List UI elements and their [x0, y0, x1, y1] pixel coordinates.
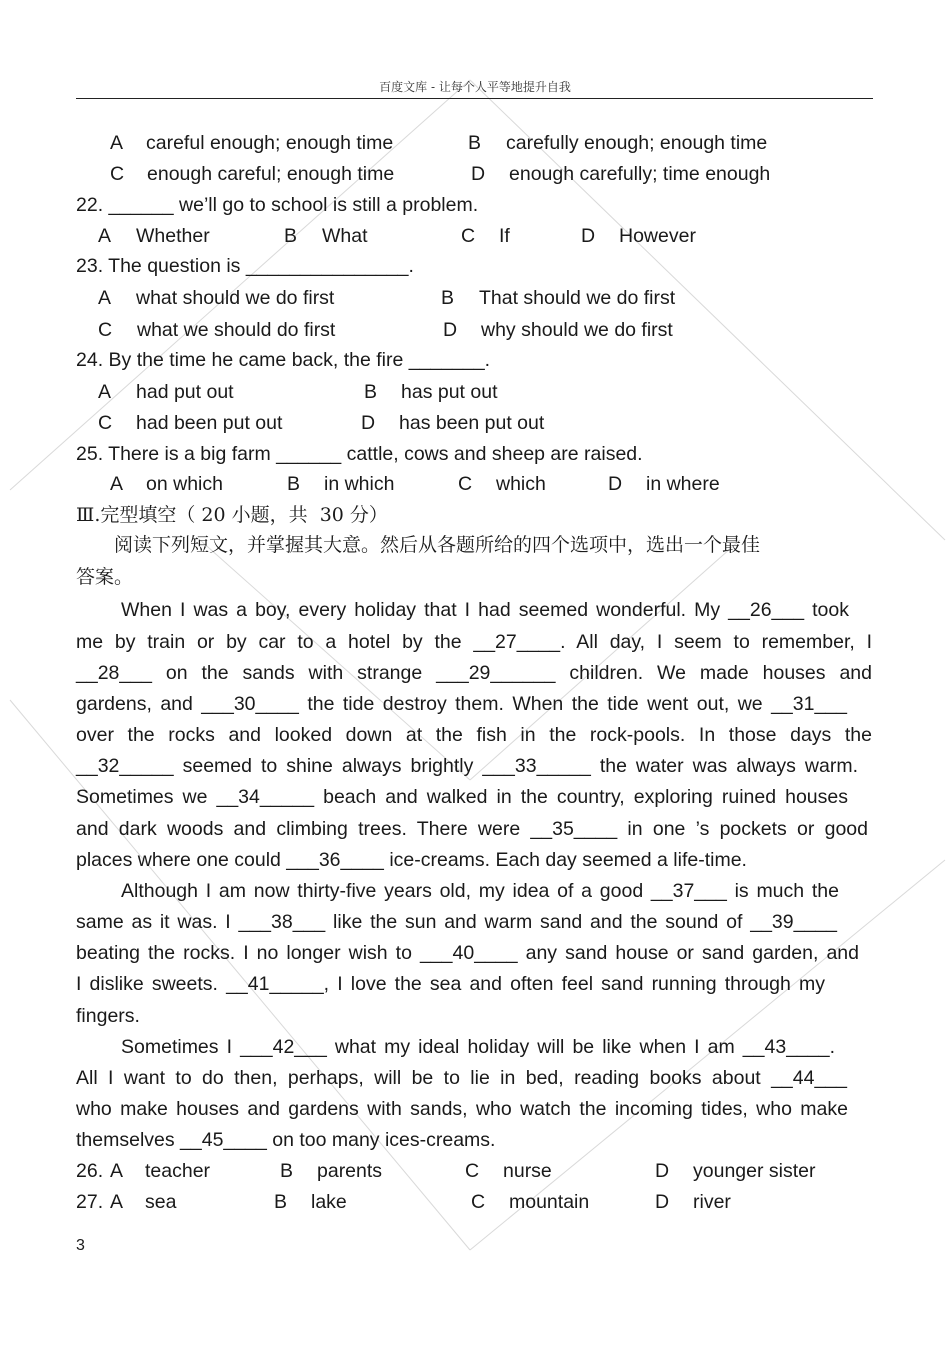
- passage-line: Sometimes I ___42___ what my ideal holiday will be like when I am __43____.: [121, 1036, 835, 1058]
- q24-option-a-letter: A: [98, 381, 112, 403]
- q27-option-c: mountain: [509, 1191, 590, 1213]
- q22-option-a: Whether: [136, 225, 210, 247]
- q21-option-d: enough carefully; time enough: [509, 163, 771, 185]
- q26-option-c-letter: C: [465, 1160, 480, 1182]
- q24-option-b: has put out: [401, 381, 498, 403]
- passage-line: and dark woods and climbing trees. There were __35____ in one ’s pockets or good: [76, 818, 868, 840]
- q22-option-c-letter: C: [461, 225, 476, 247]
- section-instruction-line-2: 答案。: [76, 566, 134, 588]
- q22-option-a-letter: A: [98, 225, 112, 247]
- q24-option-d-letter: D: [361, 412, 376, 434]
- passage-line: When I was a boy, every holiday that I had seemed wonderful. My __26___ took: [121, 599, 849, 621]
- passage-line: fingers.: [76, 1005, 140, 1027]
- q26-option-a-letter: A: [110, 1160, 124, 1182]
- page-number: 3: [76, 1237, 85, 1254]
- passage-line: All I want to do then, perhaps, will be to lie in bed, reading books about __44___: [76, 1067, 847, 1089]
- q24-option-d: has been put out: [399, 412, 545, 434]
- q25-option-c-letter: C: [458, 473, 473, 495]
- q26-option-c: nurse: [503, 1160, 552, 1182]
- q26-option-b: parents: [317, 1160, 383, 1182]
- q21-option-a-letter: A: [110, 132, 124, 154]
- q27-option-b-letter: B: [274, 1191, 288, 1213]
- q25-option-d: in where: [646, 473, 720, 495]
- q26-option-d: younger sister: [693, 1160, 816, 1182]
- section-instruction-line-1: 阅读下列短文，并掌握其大意。然后从各题所给的四个选项中，选出一个最佳: [114, 534, 761, 556]
- q23-option-c: what we should do first: [137, 319, 336, 341]
- q27-option-d: river: [693, 1191, 731, 1213]
- q23-stem: 23. The question is _______________.: [76, 255, 414, 277]
- q24-option-c: had been put out: [136, 412, 283, 434]
- q24-option-a: had put out: [136, 381, 234, 403]
- q26-option-d-letter: D: [655, 1160, 670, 1182]
- q27-number: 27.: [76, 1191, 104, 1213]
- q21-option-a: careful enough; enough time: [146, 132, 394, 154]
- q24-option-b-letter: B: [364, 381, 378, 403]
- q23-option-b-letter: B: [441, 287, 455, 309]
- q27-option-a-letter: A: [110, 1191, 124, 1213]
- q23-option-c-letter: C: [98, 319, 113, 341]
- passage-line: Sometimes we __34_____ beach and walked in the country, exploring ruined houses: [76, 786, 848, 808]
- q22-stem: 22. ______ we’ll go to school is still a problem.: [76, 194, 479, 216]
- passage-line: who make houses and gardens with sands, who watch the incoming tides, who make: [76, 1098, 848, 1120]
- passage-line: I dislike sweets. __41_____, I love the sea and often feel sand running through my: [76, 973, 825, 995]
- q22-option-b: What: [322, 225, 368, 247]
- q24-option-c-letter: C: [98, 412, 113, 434]
- section-title: Ⅲ.完型填空（ 20 小题，共 30 分）: [76, 504, 388, 526]
- passage-line: me by train or by car to a hotel by the __27____. All day, I seem to remember, I: [76, 631, 872, 653]
- q25-option-b: in which: [324, 473, 395, 495]
- passage-line: themselves __45____ on too many ices-creams.: [76, 1129, 496, 1151]
- q21-option-c-letter: C: [110, 163, 125, 185]
- q23-option-b: That should we do first: [479, 287, 676, 309]
- passage-line: __32_____ seemed to shine always brightly ___33_____ the water was always warm.: [76, 755, 858, 777]
- q22-option-d: However: [619, 225, 696, 247]
- q25-option-c: which: [496, 473, 546, 495]
- page-header: 百度文库 - 让每个人平等地提升自我: [379, 80, 571, 94]
- passage-line: __28___ on the sands with strange ___29______ children. We made houses and: [76, 662, 872, 684]
- q21-option-b: carefully enough; enough time: [506, 132, 768, 154]
- q25-option-d-letter: D: [608, 473, 623, 495]
- header-divider: [76, 98, 873, 99]
- q25-stem: 25. There is a big farm ______ cattle, cows and sheep are raised.: [76, 443, 643, 465]
- q23-option-a: what should we do first: [136, 287, 335, 309]
- q27-option-d-letter: D: [655, 1191, 670, 1213]
- q23-option-a-letter: A: [98, 287, 112, 309]
- q26-number: 26.: [76, 1160, 104, 1182]
- passage-line: over the rocks and looked down at the fish in the rock-pools. In those days the: [76, 724, 872, 746]
- q23-option-d: why should we do first: [481, 319, 673, 341]
- q22-option-b-letter: B: [284, 225, 298, 247]
- passage-line: gardens, and ___30____ the tide destroy them. When the tide went out, we __31___: [76, 693, 847, 715]
- q22-option-c: If: [499, 225, 510, 247]
- q27-option-b: lake: [311, 1191, 347, 1213]
- q27-option-a: sea: [145, 1191, 177, 1213]
- q26-option-a: teacher: [145, 1160, 211, 1182]
- q25-option-b-letter: B: [287, 473, 301, 495]
- q23-option-d-letter: D: [443, 319, 458, 341]
- passage-line: beating the rocks. I no longer wish to ___40____ any sand house or sand garden, and: [76, 942, 859, 964]
- q24-stem: 24. By the time he came back, the fire _______.: [76, 349, 491, 371]
- q22-option-d-letter: D: [581, 225, 596, 247]
- q27-option-c-letter: C: [471, 1191, 486, 1213]
- q21-option-c: enough careful; enough time: [147, 163, 395, 185]
- q26-option-b-letter: B: [280, 1160, 294, 1182]
- q21-option-d-letter: D: [471, 163, 486, 185]
- q25-option-a: on which: [146, 473, 223, 495]
- passage-line: Although I am now thirty-five years old, my idea of a good __37___ is much the: [121, 880, 839, 902]
- q21-option-b-letter: B: [468, 132, 482, 154]
- q25-option-a-letter: A: [110, 473, 124, 495]
- passage-line: places where one could ___36____ ice-creams. Each day seemed a life-time.: [76, 849, 747, 871]
- passage-line: same as it was. I ___38___ like the sun and warm sand and the sound of __39____: [76, 911, 837, 933]
